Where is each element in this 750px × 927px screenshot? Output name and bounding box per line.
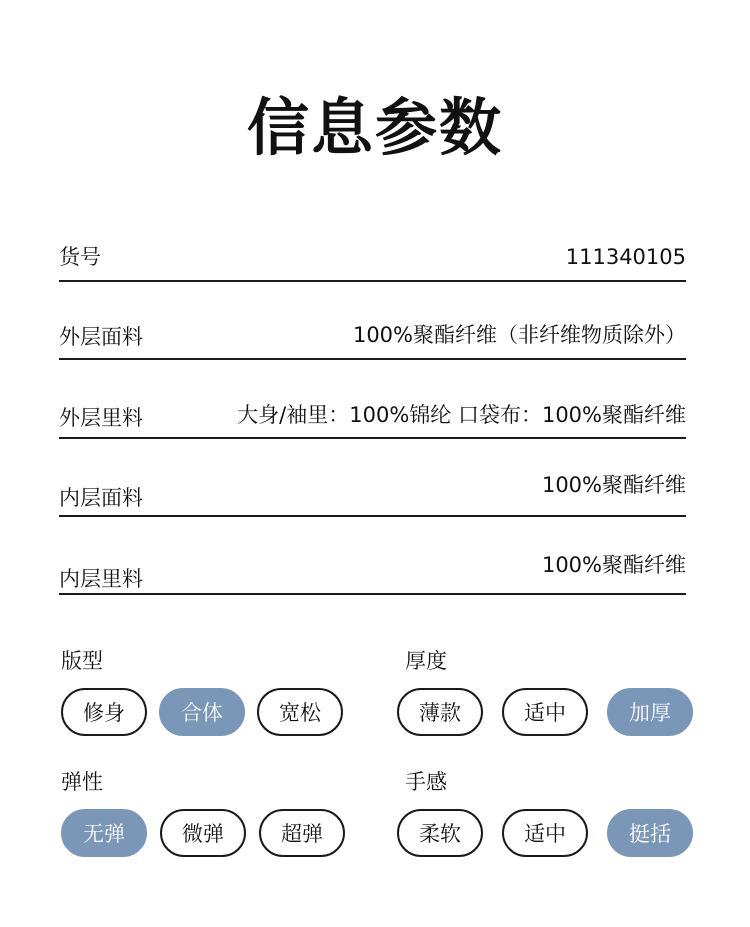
option-chip-selected[interactable]: 挺括 <box>607 809 693 857</box>
spec-row-outer-fabric <box>59 298 686 360</box>
spec-value: 100%聚酯纤维（非纤维物质除外） <box>352 323 686 347</box>
spec-label: 内层面料 <box>59 486 143 510</box>
option-chip-selected[interactable]: 无弹 <box>61 809 147 857</box>
spec-row-outer-lining <box>59 377 686 439</box>
attribute-title: 手感 <box>405 770 447 794</box>
option-chip-selected[interactable]: 合体 <box>159 688 245 736</box>
spec-label: 内层里料 <box>59 567 143 591</box>
option-chip[interactable]: 适中 <box>502 688 588 736</box>
spec-row-inner-fabric <box>59 455 686 517</box>
option-chips <box>61 688 343 736</box>
spec-label: 货号 <box>59 245 101 269</box>
spec-row-inner-lining <box>59 533 686 595</box>
option-chips <box>397 688 693 736</box>
option-chip[interactable]: 超弹 <box>259 809 345 857</box>
spec-value: 大身/袖里：100%锦纶 口袋布：100%聚酯纤维 <box>237 403 686 427</box>
spec-value: 100%聚酯纤维 <box>541 553 686 577</box>
option-chip[interactable]: 宽松 <box>257 688 343 736</box>
spec-label: 外层面料 <box>59 325 143 349</box>
attribute-title: 厚度 <box>405 649 447 673</box>
spec-row-item-number <box>59 220 686 282</box>
option-chip[interactable]: 适中 <box>502 809 588 857</box>
attribute-title: 版型 <box>61 649 103 673</box>
spec-value: 111340105 <box>565 245 686 269</box>
option-chip[interactable]: 修身 <box>61 688 147 736</box>
option-chips <box>61 809 345 857</box>
option-chip[interactable]: 微弹 <box>160 809 246 857</box>
option-chips <box>397 809 693 857</box>
spec-value: 100%聚酯纤维 <box>541 473 686 497</box>
option-chip-selected[interactable]: 加厚 <box>607 688 693 736</box>
option-chip[interactable]: 薄款 <box>397 688 483 736</box>
attribute-title: 弹性 <box>61 770 103 794</box>
spec-label: 外层里料 <box>59 406 143 430</box>
page-title: 信息参数 <box>246 91 503 164</box>
option-chip[interactable]: 柔软 <box>397 809 483 857</box>
